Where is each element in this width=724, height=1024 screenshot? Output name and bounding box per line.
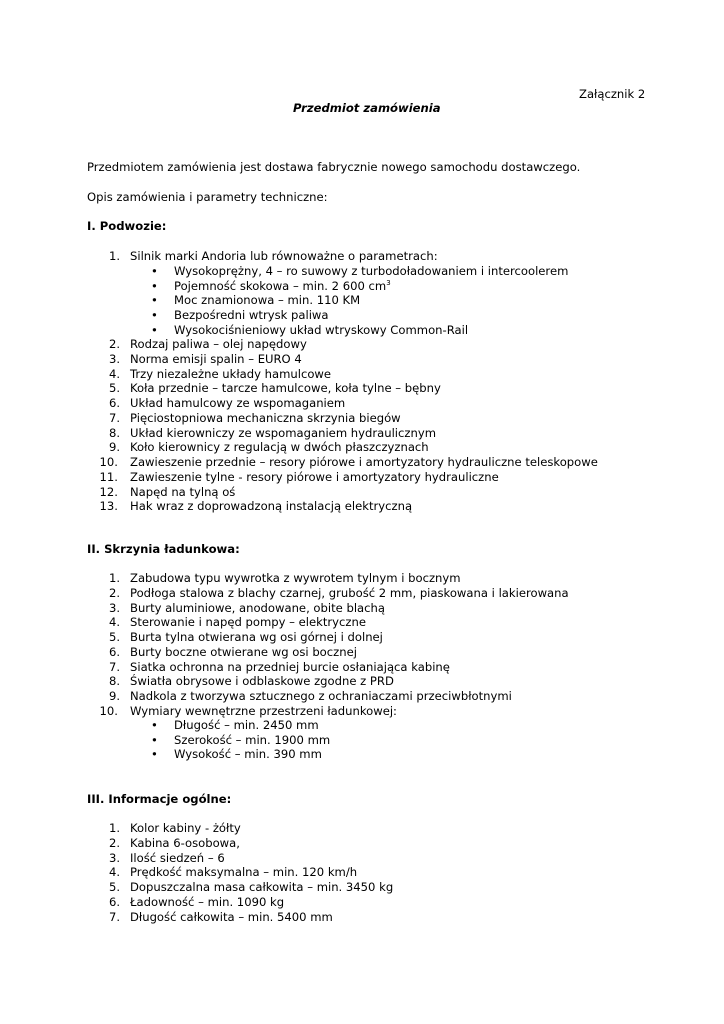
list-item-text: Kolor kabiny - żółty xyxy=(130,821,241,835)
list-item-text: Długość całkowita – min. 5400 mm xyxy=(130,909,333,924)
bullet-text: Moc znamionowa – min. 110 KM xyxy=(174,293,361,308)
list-number: 3. xyxy=(108,600,120,615)
list-number: 6. xyxy=(108,644,120,659)
bullet-text: Szerokość – min. 1900 mm xyxy=(174,732,331,747)
description-label: Opis zamówienia i parametry techniczne: xyxy=(87,190,328,204)
intro-paragraph: Przedmiotem zamówienia jest dostawa fabrycznie nowego samochodu dostawczego. xyxy=(87,160,581,174)
list-item-text: Wymiary wewnętrzne przestrzeni ładunkowej: xyxy=(130,703,397,718)
list-number: 10. xyxy=(99,703,118,718)
list-item-text: Prędkość maksymalna – min. 120 km/h xyxy=(130,865,358,880)
list-number: 5. xyxy=(108,381,120,396)
list-item-text: Dopuszczalna masa całkowita – min. 3450 kg xyxy=(130,880,394,894)
list-item-text: Światła obrysowe i odblaskowe zgodne z PRD xyxy=(130,674,394,689)
list-number: 8. xyxy=(108,425,120,440)
bullet-item-text xyxy=(174,279,391,294)
bullet-item-text xyxy=(174,264,568,279)
list-item-text: Kabina 6-osobowa, xyxy=(130,835,240,850)
bullet-text: Pojemność skokowa – min. 2 600 cm xyxy=(174,278,387,293)
list-number: 4. xyxy=(108,366,120,381)
list-number: 1. xyxy=(108,571,120,585)
bullet-item-text xyxy=(174,733,330,748)
list-item-text: Zawieszenie przednie – resory piórowe i amortyzatory hydrauliczne teleskopowe xyxy=(130,455,598,469)
list-number: 10. xyxy=(99,455,118,469)
list-item-text: Pięciostopniowa mechaniczna skrzynia biegów xyxy=(130,410,401,425)
list-number: 1. xyxy=(108,821,120,835)
list-item-text: Zawieszenie tylne - resory piórowe i amortyzatory hydrauliczne xyxy=(130,469,499,484)
list-number: 4. xyxy=(108,615,120,630)
list-number: 9. xyxy=(108,689,120,703)
bullet-item-text xyxy=(174,718,319,733)
list-number: 1. xyxy=(108,249,120,263)
list-item-text: Siatka ochronna na przedniej burcie osłaniająca kabinę xyxy=(130,659,450,674)
list-number: 7. xyxy=(108,659,120,674)
list-item-text: Ilość siedzeń – 6 xyxy=(130,850,225,865)
bullet-item-text xyxy=(174,323,468,338)
superscript: 3 xyxy=(386,278,391,287)
list-number: 12. xyxy=(99,484,118,499)
list-item-text: Trzy niezależne układy hamulcowe xyxy=(130,366,332,381)
bullet-dot-icon: • xyxy=(151,264,158,278)
list-item-text: Burta tylna otwierana wg osi górnej i dolnej xyxy=(130,630,383,644)
list-number: 3. xyxy=(108,351,120,366)
list-item-text: Silnik marki Andoria lub równoważne o parametrach: xyxy=(130,249,438,263)
list-number: 9. xyxy=(108,440,120,455)
list-number: 5. xyxy=(108,630,120,644)
list-item-text: Ładowność – min. 1090 kg xyxy=(130,894,285,909)
bullet-dot-icon: • xyxy=(151,278,158,293)
bullet-item-text xyxy=(174,293,360,308)
annex-label: Załącznik 2 xyxy=(579,87,646,101)
list-number: 5. xyxy=(108,880,120,894)
list-item-text: Hak wraz z doprowadzoną instalacją elektryczną xyxy=(130,499,413,514)
list-number: 7. xyxy=(108,410,120,425)
list-number: 2. xyxy=(108,337,120,351)
section-heading: I. Podwozie: xyxy=(87,219,167,233)
bullet-item-text xyxy=(174,308,329,323)
list-number: 6. xyxy=(108,396,120,410)
list-number: 3. xyxy=(108,850,120,865)
list-number: 11. xyxy=(99,469,118,484)
bullet-text: Wysokoprężny, 4 – ro suwowy z turbodoładowaniem i intercoolerem xyxy=(174,264,569,278)
list-item-text: Sterowanie i napęd pompy – elektryczne xyxy=(130,615,366,630)
bullet-dot-icon: • xyxy=(151,308,158,323)
bullet-text: Wysokość – min. 390 mm xyxy=(174,747,322,762)
list-item-text: Koło kierownicy z regulacją w dwóch płaszczyznach xyxy=(130,440,429,455)
bullet-dot-icon: • xyxy=(151,322,158,337)
list-item-text: Podłoga stalowa z blachy czarnej, grubość 2 mm, piaskowana i lakierowana xyxy=(130,585,569,600)
document-title: Przedmiot zamówienia xyxy=(293,101,441,115)
list-number: 4. xyxy=(108,865,120,880)
section-heading: II. Skrzynia ładunkowa: xyxy=(87,542,240,556)
bullet-item-text xyxy=(174,747,322,762)
list-item-text: Nadkola z tworzywa sztucznego z ochraniaczami przeciwbłotnymi xyxy=(130,689,512,703)
bullet-text: Długość – min. 2450 mm xyxy=(174,718,319,732)
list-item-text: Układ kierowniczy ze wspomaganiem hydraulicznym xyxy=(130,425,436,440)
list-item-text: Układ hamulcowy ze wspomaganiem xyxy=(130,396,346,410)
bullet-dot-icon: • xyxy=(151,718,158,732)
list-number: 2. xyxy=(108,585,120,600)
list-item-text: Norma emisji spalin – EURO 4 xyxy=(130,351,302,366)
list-item-text: Burty aluminiowe, anodowane, obite blachą xyxy=(130,600,385,615)
bullet-dot-icon: • xyxy=(151,293,158,308)
list-number: 7. xyxy=(108,909,120,924)
list-item-text: Rodzaj paliwa – olej napędowy xyxy=(130,337,307,351)
bullet-dot-icon: • xyxy=(151,732,158,747)
bullet-dot-icon: • xyxy=(151,747,158,762)
list-number: 6. xyxy=(108,894,120,909)
list-item-text: Koła przednie – tarcze hamulcowe, koła tylne – bębny xyxy=(130,381,441,396)
list-number: 8. xyxy=(108,674,120,689)
section-heading: III. Informacje ogólne: xyxy=(87,792,232,806)
list-number: 13. xyxy=(99,499,118,514)
bullet-text: Wysokociśnieniowy układ wtryskowy Common-Rail xyxy=(174,322,469,337)
list-number: 2. xyxy=(108,835,120,850)
bullet-text: Bezpośredni wtrysk paliwa xyxy=(174,308,329,323)
list-item-text: Burty boczne otwierane wg osi bocznej xyxy=(130,644,357,659)
list-item-text: Napęd na tylną oś xyxy=(130,484,236,499)
list-item-text: Zabudowa typu wywrotka z wywrotem tylnym i bocznym xyxy=(130,571,461,585)
